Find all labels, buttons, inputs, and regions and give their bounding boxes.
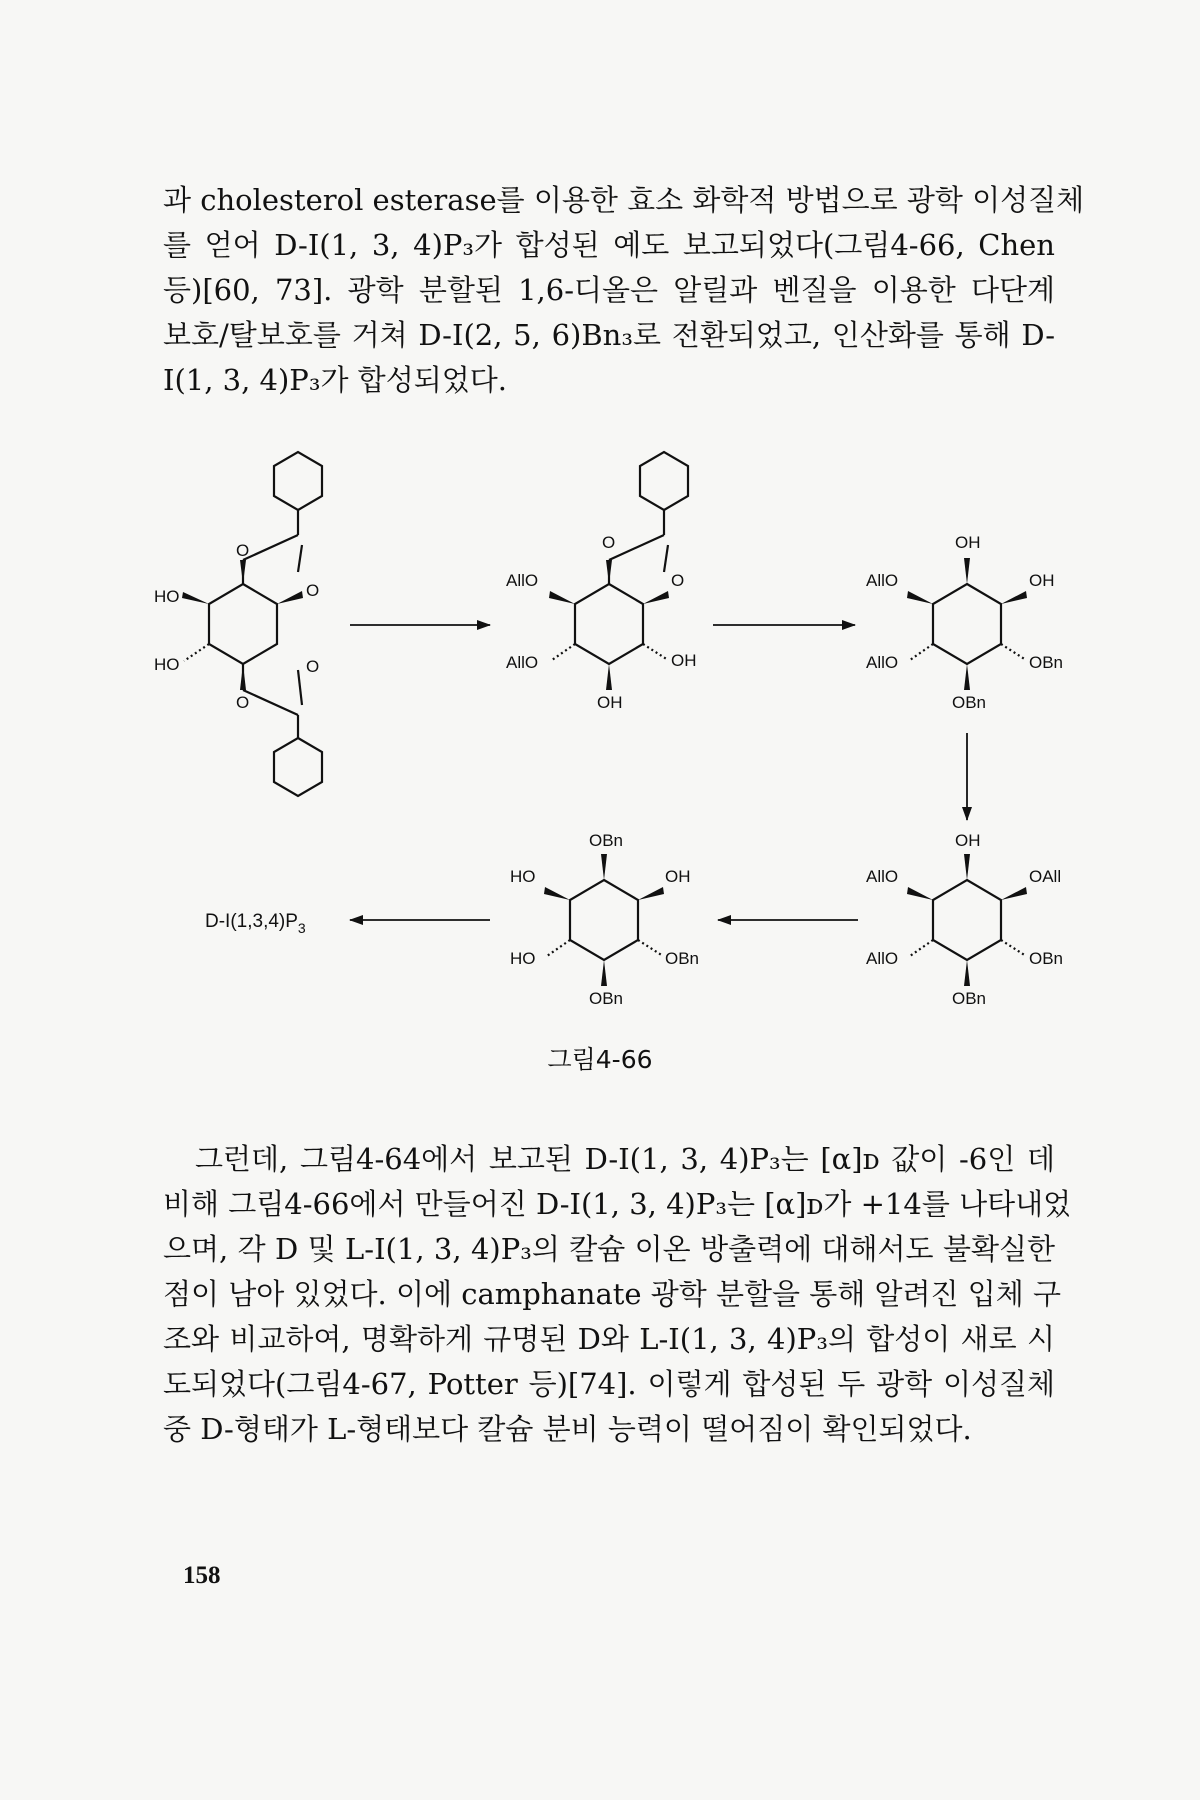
label-oh: OH	[1029, 571, 1055, 590]
paragraph-1-line-5: I(1, 3, 4)P₃가 합성되었다.	[163, 363, 507, 397]
label-obn: OBn	[1029, 653, 1064, 672]
paragraph-2-line-6: 도되었다(그림4-67, Potter 등)[74]. 이렇게 합성된 두 광학 이성질체	[163, 1367, 1055, 1401]
label-obn: OBn	[589, 989, 624, 1008]
label-o: O	[306, 657, 320, 676]
label-obn: OBn	[952, 693, 987, 712]
wedge-bond	[964, 664, 970, 690]
paragraph-2-line-2: 비해 그림4-66에서 만들어진 D-I(1, 3, 4)P₃는 [α]ᴅ가 +14를 나타내었	[163, 1187, 1072, 1221]
wedge-bond	[544, 887, 570, 900]
label-o: O	[602, 533, 616, 552]
label-allo: AllO	[506, 653, 539, 672]
label-allo: AllO	[866, 949, 899, 968]
compound-2-structure	[552, 452, 688, 664]
label-allo: AllO	[866, 867, 899, 886]
wedge-bond	[601, 960, 607, 986]
paragraph-1-line-2: 를 얻어 D-I(1, 3, 4)P₃가 합성된 예도 보고되었다(그림4-66, Chen	[163, 228, 1055, 262]
wedge-bond	[240, 560, 246, 584]
compound-5-structure	[547, 880, 663, 960]
wedge-bond	[240, 664, 246, 690]
wedge-bond	[907, 887, 933, 900]
paragraph-1-line-1: 과 cholesterol esterase를 이용한 효소 화학적 방법으로 광학 이성질체	[163, 183, 1085, 217]
wedge-bond	[1001, 591, 1027, 604]
label-oh: OH	[955, 831, 981, 850]
label-ho: HO	[510, 867, 536, 886]
paragraph-2-line-3: 으며, 각 D 및 L-I(1, 3, 4)P₃의 칼슘 이온 방출력에 대해서도 불확실한	[163, 1232, 1055, 1266]
label-allo: AllO	[866, 653, 899, 672]
wedge-bond	[638, 887, 664, 900]
wedge-bond	[643, 591, 669, 604]
paragraph-2-line-4: 점이 남아 있었다. 이에 camphanate 광학 분할을 통해 알려진 입체 구	[163, 1277, 1062, 1311]
wedge-bond	[964, 960, 970, 986]
label-ho: HO	[154, 655, 180, 674]
label-obn: OBn	[589, 831, 624, 850]
label-ho: HO	[510, 949, 536, 968]
label-oall: OAll	[1029, 867, 1062, 886]
compound-4-structure	[910, 880, 1026, 960]
paragraph-1-line-3: 등)[60, 73]. 광학 분할된 1,6-디올은 알릴과 벤질을 이용한 다단계	[163, 273, 1055, 307]
label-o: O	[306, 581, 320, 600]
label-obn: OBn	[1029, 949, 1064, 968]
product-label: $D-I(1,3,4)P_3$	[205, 911, 306, 936]
wedge-bond	[964, 854, 970, 880]
paragraph-2-line-7: 중 D-형태가 L-형태보다 칼슘 분비 능력이 떨어짐이 확인되었다.	[163, 1412, 972, 1446]
wedge-bond	[277, 591, 303, 604]
figure-caption: 그림4-66	[547, 1045, 653, 1074]
label-oh: OH	[597, 693, 623, 712]
wedge-bond	[1001, 887, 1027, 900]
label-allo: AllO	[506, 571, 539, 590]
label-obn: OBn	[952, 989, 987, 1008]
compound-3-structure	[910, 584, 1026, 664]
page-number: 158	[183, 1562, 221, 1589]
wedge-bond	[606, 560, 612, 584]
wedge-bond	[549, 591, 575, 604]
wedge-bond	[182, 592, 209, 604]
wedge-bond	[606, 664, 612, 690]
wedge-bond	[907, 591, 933, 604]
label-oh: OH	[665, 867, 691, 886]
paragraph-2	[163, 1137, 1072, 1452]
paragraph-2-line-1: 그런데, 그림4-64에서 보고된 D-I(1, 3, 4)P₃는 [α]ᴅ 값이 -6인 데	[195, 1142, 1055, 1176]
label-ho: HO	[154, 587, 180, 606]
label-allo: AllO	[866, 571, 899, 590]
label-oh: OH	[671, 651, 697, 670]
label-o: O	[236, 693, 250, 712]
paragraph-2-line-5: 조와 비교하여, 명확하게 규명된 D와 L-I(1, 3, 4)P₃의 합성이 새로 시	[163, 1322, 1055, 1356]
label-o: O	[236, 541, 250, 560]
compound-1-structure	[184, 452, 322, 796]
wedge-bond	[964, 558, 970, 584]
label-o: O	[671, 571, 685, 590]
wedge-bond	[601, 854, 607, 880]
paragraph-1-line-4: 보호/탈보호를 거쳐 D-I(2, 5, 6)Bn₃로 전환되었고, 인산화를 통해 D-	[163, 318, 1055, 352]
label-oh: OH	[955, 533, 981, 552]
label-obn: OBn	[665, 949, 700, 968]
